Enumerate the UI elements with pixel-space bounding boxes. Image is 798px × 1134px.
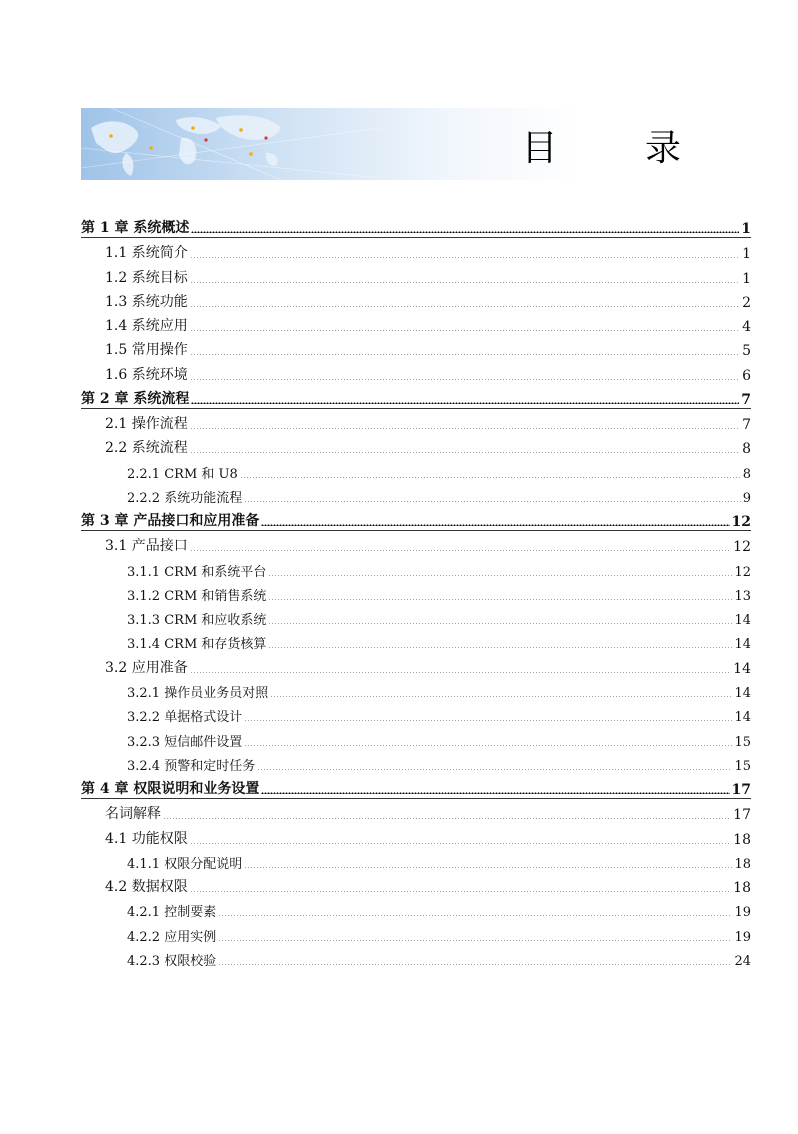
toc-page-number: 12: [734, 564, 751, 580]
toc-entry-label: 2.1 操作流程: [105, 416, 188, 433]
toc-entry[interactable]: [81, 359, 751, 383]
toc-leader-dots: [190, 452, 740, 453]
table-of-contents: [81, 213, 751, 969]
toc-page-number: 5: [742, 343, 751, 360]
toc-entry[interactable]: [81, 823, 751, 847]
toc-leader-dots: [190, 306, 740, 307]
toc-chapter-entry[interactable]: [81, 774, 751, 799]
toc-entry-label: 3.1.3 CRM 和应收系统: [127, 613, 267, 629]
toc-page-number: 13: [734, 588, 751, 604]
toc-leader-dots: [257, 769, 732, 770]
toc-leader-dots: [190, 428, 740, 429]
toc-leader-dots: [218, 964, 732, 965]
toc-entry-label: 4.2 数据权限: [105, 879, 188, 896]
toc-page-number: 1: [742, 270, 751, 287]
toc-page-number: 14: [734, 613, 751, 629]
toc-leader-dots: [190, 282, 740, 283]
toc-page-number: 7: [741, 391, 751, 408]
toc-entry-label: 3.2.1 操作员业务员对照: [127, 686, 269, 702]
toc-entry[interactable]: [81, 945, 751, 969]
toc-entry[interactable]: [81, 262, 751, 286]
toc-entry[interactable]: [81, 433, 751, 457]
toc-page-number: 6: [742, 367, 751, 384]
toc-page-number: 18: [733, 880, 751, 897]
toc-leader-dots: [190, 354, 740, 355]
toc-entry-label: 3.1 产品接口: [105, 538, 188, 555]
toc-page-number: 17: [731, 781, 751, 798]
toc-page-number: 17: [733, 807, 751, 824]
toc-entry[interactable]: [81, 409, 751, 433]
toc-entry-label: 4.2.2 应用实例: [127, 929, 217, 945]
toc-entry-label: 1.5 常用操作: [105, 342, 188, 359]
toc-entry-label: 4.1 功能权限: [105, 830, 188, 847]
toc-leader-dots: [244, 867, 732, 868]
toc-entry-label: 3.1.4 CRM 和存货核算: [127, 637, 267, 653]
toc-entry[interactable]: [81, 311, 751, 335]
toc-entry[interactable]: [81, 750, 751, 774]
toc-page-number: 18: [734, 856, 751, 872]
toc-page-number: 14: [733, 660, 751, 677]
toc-entry-label: 2.2.1 CRM 和 U8: [127, 466, 238, 482]
toc-page-number: 8: [742, 466, 751, 482]
toc-chapter-entry[interactable]: [81, 384, 751, 409]
toc-leader-dots: [268, 599, 732, 600]
toc-entry[interactable]: [81, 652, 751, 676]
toc-entry-label: 3.2 应用准备: [105, 659, 188, 676]
toc-page-number: 7: [742, 417, 751, 434]
toc-entry[interactable]: [81, 896, 751, 920]
toc-entry-label: 1.3 系统功能: [105, 293, 188, 310]
toc-entry[interactable]: [81, 238, 751, 262]
header-banner: [81, 108, 749, 180]
toc-page-number: 4: [742, 319, 751, 336]
toc-entry[interactable]: [81, 580, 751, 604]
toc-entry-label: 名词解释: [105, 806, 161, 823]
toc-leader-dots: [244, 745, 732, 746]
toc-page-number: 14: [734, 637, 751, 653]
toc-entry-label: 第 4 章 权限说明和业务设置: [81, 780, 260, 797]
toc-leader-dots: [218, 940, 732, 941]
toc-leader-dots: [191, 231, 739, 233]
toc-entry[interactable]: [81, 531, 751, 555]
toc-page-number: 8: [742, 441, 751, 458]
toc-page-number: 18: [733, 831, 751, 848]
toc-leader-dots: [190, 891, 731, 892]
toc-page-number: 15: [734, 758, 751, 774]
toc-entry-label: 第 2 章 系统流程: [81, 390, 190, 407]
toc-entry-label: 3.2.3 短信邮件设置: [127, 734, 243, 750]
toc-leader-dots: [190, 843, 731, 844]
toc-leader-dots: [268, 623, 732, 624]
toc-page-number: 14: [734, 686, 751, 702]
toc-page-number: 14: [734, 710, 751, 726]
toc-entry-label: 3.2.2 单据格式设计: [127, 710, 243, 726]
toc-leader-dots: [163, 818, 731, 819]
toc-entry-label: 4.2.3 权限校验: [127, 954, 217, 970]
toc-page-number: 12: [733, 539, 751, 556]
toc-entry[interactable]: [81, 848, 751, 872]
toc-entry[interactable]: [81, 872, 751, 896]
toc-leader-dots: [190, 330, 740, 331]
toc-chapter-entry[interactable]: [81, 506, 751, 531]
toc-page-number: 1: [742, 246, 751, 263]
toc-entry-label: 1.1 系统简介: [105, 245, 188, 262]
toc-leader-dots: [218, 915, 732, 916]
toc-entry[interactable]: [81, 555, 751, 579]
toc-entry-label: 1.4 系统应用: [105, 318, 188, 335]
toc-entry[interactable]: [81, 677, 751, 701]
toc-entry-label: 1.2 系统目标: [105, 269, 188, 286]
toc-entry[interactable]: [81, 457, 751, 481]
toc-page-number: 9: [742, 490, 751, 506]
toc-leader-dots: [244, 720, 732, 721]
toc-entry-label: 第 1 章 系统概述: [81, 220, 190, 236]
toc-entry-label: 2.2.2 系统功能流程: [127, 490, 243, 506]
toc-page-number: 1: [741, 221, 751, 237]
toc-entry[interactable]: [81, 701, 751, 725]
toc-entry[interactable]: [81, 604, 751, 628]
toc-entry-label: 3.1.1 CRM 和系统平台: [127, 564, 267, 580]
toc-leader-dots: [190, 550, 731, 551]
toc-leader-dots: [268, 647, 732, 648]
toc-page-number: 24: [734, 954, 751, 970]
toc-entry-label: 3.1.2 CRM 和销售系统: [127, 588, 267, 604]
toc-entry-label: 第 3 章 产品接口和应用准备: [81, 512, 260, 529]
toc-page-number: 19: [734, 929, 751, 945]
toc-entry[interactable]: [81, 482, 751, 506]
toc-leader-dots: [268, 575, 732, 576]
world-map-image: [81, 108, 381, 180]
toc-entry-label: 2.2 系统流程: [105, 440, 188, 457]
toc-entry[interactable]: [81, 335, 751, 359]
toc-page-number: 15: [734, 734, 751, 750]
toc-leader-dots: [191, 402, 739, 404]
toc-entry-label: 1.6 系统环境: [105, 366, 188, 383]
toc-entry[interactable]: [81, 287, 751, 311]
toc-chapter-entry[interactable]: [81, 213, 751, 238]
toc-entry-label: 3.2.4 预警和定时任务: [127, 758, 256, 774]
toc-leader-dots: [190, 379, 740, 380]
toc-leader-dots: [244, 501, 741, 502]
toc-page-number: 12: [731, 513, 751, 530]
toc-leader-dots: [261, 792, 729, 794]
toc-entry[interactable]: [81, 799, 751, 823]
toc-page-number: 19: [734, 905, 751, 921]
page-title: 目 录: [521, 128, 719, 169]
toc-leader-dots: [190, 257, 740, 258]
toc-leader-dots: [190, 672, 731, 673]
toc-entry-label: 4.1.1 权限分配说明: [127, 856, 243, 872]
toc-page-number: 2: [742, 294, 751, 311]
toc-leader-dots: [270, 696, 732, 697]
toc-leader-dots: [261, 524, 729, 526]
toc-entry[interactable]: [81, 628, 751, 652]
toc-leader-dots: [240, 477, 741, 478]
toc-entry[interactable]: [81, 725, 751, 749]
toc-entry-label: 4.2.1 控制要素: [127, 905, 217, 921]
toc-entry[interactable]: [81, 920, 751, 944]
